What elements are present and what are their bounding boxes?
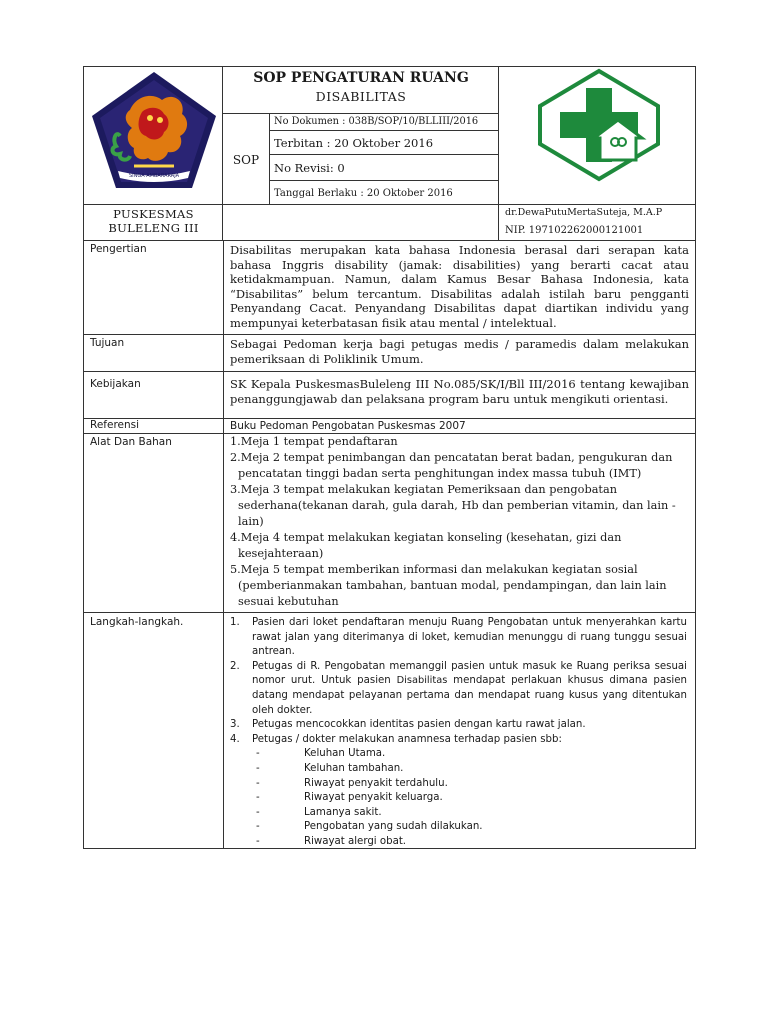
anamnesa-text: Riwayat penyakit keluarga. <box>304 792 443 804</box>
step-text-inline: Disabilitas <box>396 675 448 687</box>
row-referensi <box>83 419 696 434</box>
sop-subtitle: DISABILITAS <box>315 89 407 104</box>
dash-bullet: - <box>256 762 260 774</box>
anamnesa-item <box>252 791 687 806</box>
buleleng-regency-logo <box>90 70 218 190</box>
puskesmas-line1: PUSKESMAS <box>113 207 194 221</box>
dash-bullet: - <box>256 777 260 789</box>
step-number: 1. <box>230 617 240 628</box>
row-tujuan <box>83 335 696 372</box>
puskesmas-line2: BULELENG III <box>108 221 199 235</box>
dash-bullet: - <box>256 748 260 760</box>
step-item <box>230 616 687 660</box>
alat-item-first: 5.Meja 5 tempat memberikan informasi dan melakukan kegiatan sosial <box>230 563 638 576</box>
dash-bullet: - <box>256 806 260 818</box>
sop-label: SOP <box>232 152 260 167</box>
alat-item <box>230 530 689 562</box>
step-text: Petugas / dokter melakukan anamnesa terhadap pasien sbb: <box>252 733 562 745</box>
text-kebijakan: SK Kepala PuskesmasBuleleng III No.085/SK/I/Bll III/2016 tentang kewajiban penanggungjawab dan pelaksana program baru untuk mengikuti orientasi. <box>230 377 689 406</box>
alat-item-first: 2.Meja 2 tempat penimbangan dan pencatatan berat badan, pengukuran dan <box>230 451 673 464</box>
anamnesa-item <box>252 777 687 792</box>
alat-item-rest: (pemberianmakan tambahan, bantuan modal, pendampingan, dan lain lain sesuai kebutuhan <box>238 579 667 608</box>
step-text-a: Petugas di R. Pengobatan memanggil pasien untuk masuk ke Ruang periksa sesuai nomor urut. Untuk pasien <box>252 660 687 687</box>
logo-motto-text: SINGA AMBARARAJA <box>128 173 180 179</box>
anamnesa-item <box>252 820 687 835</box>
terbitan: Terbitan : 20 Oktober 2016 <box>274 135 434 150</box>
label-pengertian: Pengertian <box>90 243 147 255</box>
label-referensi: Referensi <box>90 419 140 431</box>
alat-item-first: 3.Meja 3 tempat melakukan kegiatan Pemeriksaan dan pengobatan <box>230 483 617 496</box>
document-header <box>83 66 696 205</box>
anamnesa-text: Pengobatan yang sudah dilakukan. <box>304 821 483 833</box>
puskesmas-logo <box>536 68 662 182</box>
dash-bullet: - <box>256 792 260 804</box>
label-kebijakan: Kebijakan <box>90 378 141 390</box>
anamnesa-text: Keluhan Utama. <box>304 748 386 760</box>
row-pengertian <box>83 241 696 335</box>
alat-item-rest: kesejahteraan) <box>238 547 324 560</box>
anamnesa-text: Keluhan tambahan. <box>304 762 404 774</box>
alat-item-rest: sederhana(tekanan darah, gula darah, Hb dan pemberian vitamin, dan lain - lain) <box>238 499 676 528</box>
step-number: 4. <box>230 733 240 745</box>
list-langkah <box>230 616 687 850</box>
tanggal-berlaku: Tanggal Berlaku : 20 Oktober 2016 <box>274 188 453 199</box>
row-langkah <box>83 613 696 849</box>
anamnesa-item <box>252 747 687 762</box>
anamnesa-text: Lamanya sakit. <box>304 806 382 818</box>
puskesmas-name <box>84 205 223 240</box>
anamnesa-item <box>252 835 687 850</box>
anamnesa-item <box>252 806 687 821</box>
alat-item <box>230 434 689 450</box>
alat-item <box>230 562 689 610</box>
text-tujuan: Sebagai Pedoman kerja bagi petugas medis / paramedis dalam melakukan pemeriksaan di Poliklinik Umum. <box>230 337 689 366</box>
step-number: 2. <box>230 660 240 672</box>
step-item <box>230 660 687 718</box>
signer-name: dr.DewaPutuMertaSuteja, M.A.P <box>505 207 663 218</box>
signer-nip: NIP. 197102262000121001 <box>505 225 644 236</box>
alat-item-first: 1.Meja 1 tempat pendaftaran <box>230 435 398 448</box>
alat-item <box>230 482 689 530</box>
sop-title: SOP PENGATURAN RUANG <box>253 70 469 86</box>
alat-item-first: 4.Meja 4 tempat melakukan kegiatan konseling (kesehatan, gizi dan <box>230 531 622 544</box>
step-text: Pasien dari loket pendaftaran menuju Ruang Pengobatan untuk menyerahkan kartu rawat jalan yang diterimanya di loket, kemudian menunggu di ruang tunggu sesuai antrean. <box>252 617 687 658</box>
list-alat-bahan <box>230 434 689 610</box>
dash-bullet: - <box>256 821 260 833</box>
anamnesa-list <box>252 747 687 849</box>
step-number: 3. <box>230 719 240 731</box>
alat-item-rest: pencatatan tinggi badan serta penghitungan index massa tubuh (IMT) <box>238 467 642 480</box>
text-pengertian: Disabilitas merupakan kata bahasa Indonesia berasal dari serapan kata bahasa Inggris disability (jamak: disabilities) yang berarti cacat atau ketidakmampuan. Namun, dalam Kamus Besar Bahasa Indonesia, kata “Disabilitas” belum tercantum. Disabilitas adalah istilah baru pengganti Penyandang Cacat. Penyandang Disabilitas dapat diartikan individu yang mempunyai keterbatasan fisik atau mental / intelektual. <box>230 243 689 330</box>
dash-bullet: - <box>256 835 260 847</box>
text-referensi: Buku Pedoman Pengobatan Puskesmas 2007 <box>230 420 466 432</box>
alat-item <box>230 450 689 482</box>
anamnesa-text: Riwayat alergi obat. <box>304 835 407 847</box>
anamnesa-item <box>252 762 687 777</box>
step-item <box>230 718 687 733</box>
step-item <box>230 733 687 850</box>
step-text: Petugas mencocokkan identitas pasien dengan kartu rawat jalan. <box>252 719 586 731</box>
no-dokumen: No Dokumen : 038B/SOP/10/BLLIII/2016 <box>274 116 479 127</box>
no-revisi: No Revisi: 0 <box>274 160 345 175</box>
signature-row <box>83 204 696 241</box>
label-alat-bahan: Alat Dan Bahan <box>90 436 172 448</box>
anamnesa-text: Riwayat penyakit terdahulu. <box>304 777 448 789</box>
label-tujuan: Tujuan <box>90 337 125 349</box>
step-text-b: mendapat perlakuan khusus dimana pasien datang mendapat pelayanan pertama dan mendapat ruang kusus yang ditentukan oleh dokter. <box>252 675 687 716</box>
row-kebijakan <box>83 372 696 419</box>
row-alat-bahan <box>83 434 696 613</box>
label-langkah: Langkah-langkah. <box>90 616 184 628</box>
